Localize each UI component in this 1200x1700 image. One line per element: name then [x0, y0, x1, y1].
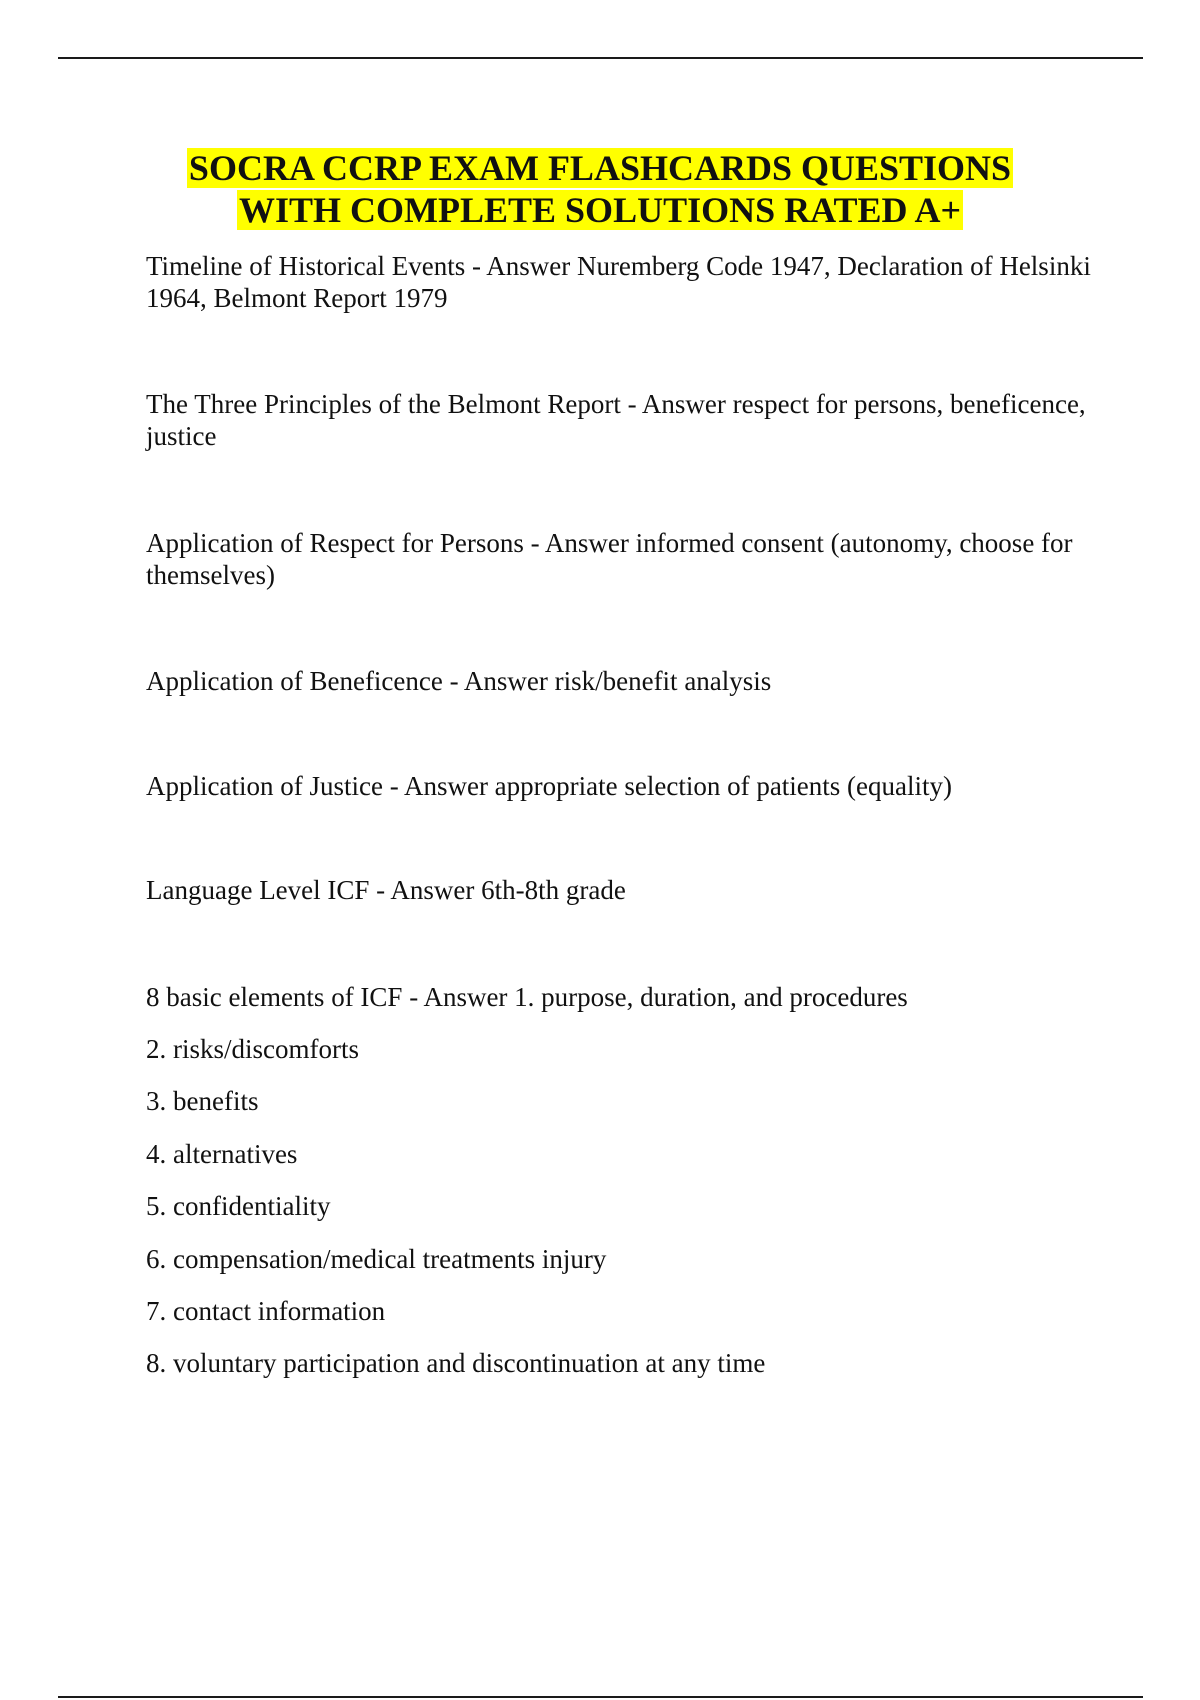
list-item: 2. risks/discomforts: [146, 1034, 359, 1064]
flashcard-entry: 8 basic elements of ICF - Answer 1. purpose, duration, and procedures: [146, 982, 908, 1012]
header-rule: [58, 57, 1143, 59]
list-item: 8. voluntary participation and discontinuation at any time: [146, 1348, 766, 1378]
flashcard-entry: Application of Justice - Answer appropriate selection of patients (equality): [146, 771, 953, 801]
title-line-2: WITH COMPLETE SOLUTIONS RATED A+: [239, 190, 961, 230]
footer-rule: [58, 1696, 1143, 1698]
flashcard-entry: The Three Principles of the Belmont Report - Answer respect for persons, beneficence, justice: [146, 389, 1086, 451]
list-item: 6. compensation/medical treatments injury: [146, 1244, 607, 1274]
flashcard-entry: Application of Beneficence - Answer risk/benefit analysis: [146, 666, 772, 696]
document-title: [0, 147, 1200, 231]
list-item: 3. benefits: [146, 1086, 259, 1116]
flashcard-entry: Application of Respect for Persons - Answer informed consent (autonomy, choose for themselves): [146, 528, 1073, 590]
list-item: 4. alternatives: [146, 1139, 298, 1169]
flashcard-entry: Timeline of Historical Events - Answer Nuremberg Code 1947, Declaration of Helsinki 1964, Belmont Report 1979: [146, 251, 1091, 313]
flashcard-entry: Language Level ICF - Answer 6th-8th grade: [146, 875, 626, 905]
list-item: 5. confidentiality: [146, 1191, 331, 1221]
title-line-1: SOCRA CCRP EXAM FLASHCARDS QUESTIONS: [188, 148, 1012, 188]
list-item: 7. contact information: [146, 1296, 386, 1326]
